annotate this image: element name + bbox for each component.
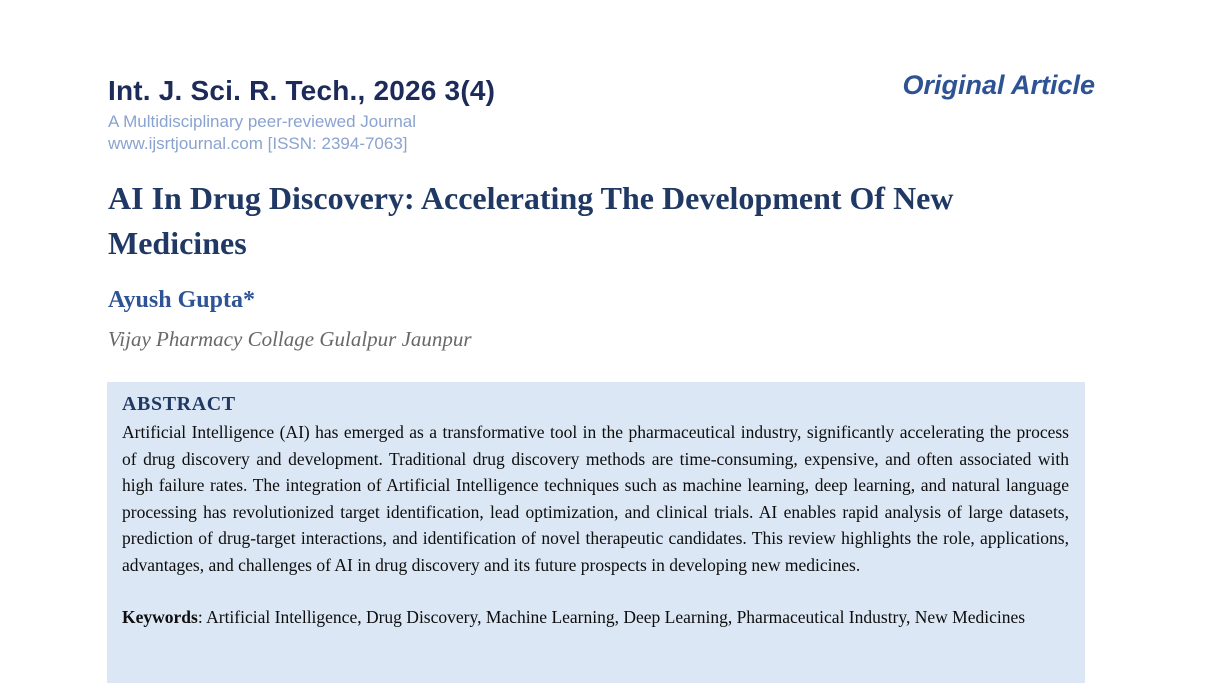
article-type-label: Original Article (902, 70, 1095, 100)
abstract-text: Artificial Intelligence (AI) has emerged as a transformative tool in the pharmaceutical industry, significantly accelerating the process of drug discovery and development. Traditional drug discovery methods are time-consuming, expensive, and often associated with high failure rates. The integration of Artificial Intelligence techniques such as machine learning, deep learning, and natural language processing has revolutionized target identification, lead optimization, and clinical trials. AI enables rapid analysis of large datasets, prediction of drug-target interactions, and identification of novel therapeutic candidates. This review highlights the role, applications, advantages, and challenges of AI in drug discovery and its future prospects in developing new medicines. (122, 422, 1069, 575)
keywords-list: Artificial Intelligence, Drug Discovery, Machine Learning, Deep Learning, Pharmaceutical Industry, New Medicines (206, 607, 1026, 627)
abstract-section (107, 382, 1085, 683)
keywords-separator: : (197, 607, 207, 627)
keywords-line (122, 604, 1069, 631)
abstract-heading: ABSTRACT (122, 393, 236, 415)
author-name: Ayush Gupta* (108, 287, 255, 313)
article-title: AI In Drug Discovery: Accelerating The Development Of New Medicines (108, 180, 954, 261)
author-affiliation: Vijay Pharmacy Collage Gulalpur Jaunpur (108, 327, 472, 351)
journal-website-issn: www.ijsrtjournal.com [ISSN: 2394-7063] (108, 134, 408, 153)
keywords-label: Keywords (122, 607, 198, 627)
journal-name: Int. J. Sci. R. Tech., 2026 3(4) (108, 75, 496, 106)
journal-tagline: A Multidisciplinary peer-reviewed Journal (108, 112, 417, 131)
